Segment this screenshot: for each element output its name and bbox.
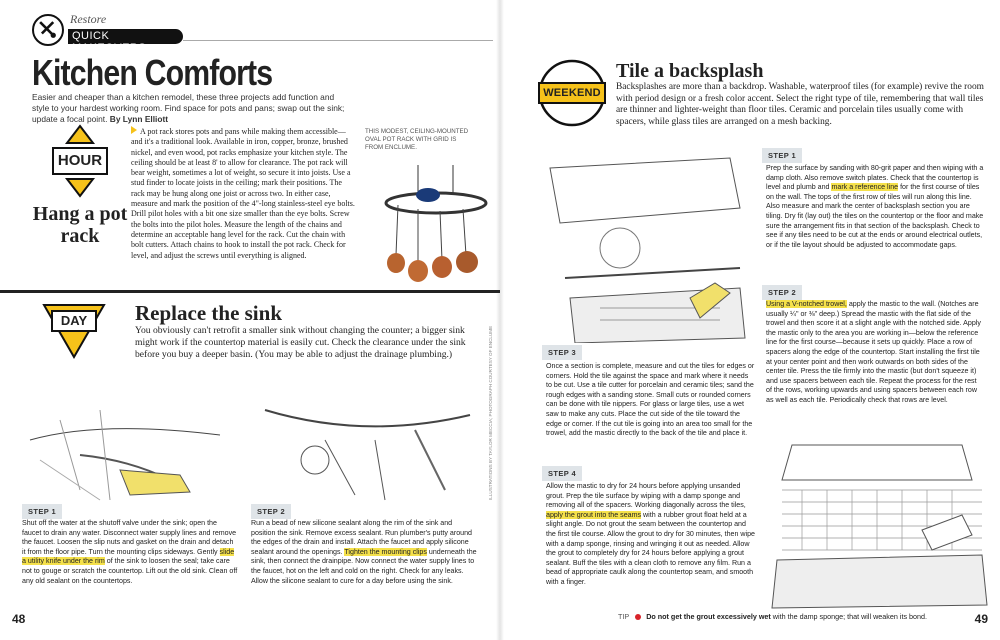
tip-label: TIP [618, 612, 630, 621]
step4-label: STEP 4 [542, 466, 582, 481]
sink-illustration-2 [245, 400, 480, 508]
step2-body [251, 519, 477, 586]
tip-bar [618, 612, 927, 621]
tools-logo-icon [32, 14, 64, 46]
step1-label: STEP 1 [762, 148, 802, 163]
day-badge-label: DAY [60, 313, 88, 328]
backsplash-intro: Backsplashes are more than a backdrop. Washable, waterproof tiles (for example) revive the room with period design or a fresh color accent. Select the right type of tile, remembering that wall tiles are thinner and lighter-weight than floor tiles. Ceramic and porcelain tiles usually come with spacers, while glass tiles are arranged on a mesh backing. [616, 82, 984, 127]
right-page [500, 0, 1000, 640]
page-number-right: 49 [974, 612, 988, 626]
category-bar [68, 29, 183, 54]
step1-highlight: slide a utility knife under the rim [22, 547, 235, 566]
backsplash-illustration-2 [762, 440, 994, 610]
sink-illustration-1 [20, 400, 240, 508]
photo-credit: ILLUSTRATIONS BY TAYLOR MECCIA; PHOTOGRAPH COURTESY OF ENCLUME [488, 325, 493, 500]
step4-text-after: with a rubber grout float held at a slight angle. Do not grout the seam between the countertop and the first tile course. Allow the grout to dry for 30 minutes, then wipe with a damp sponge, rinsing and wringing it out as needed. Allow the grout to completely dry for 24 hours before applying a grout sealant. Buff the tiles with a clean cloth to remove any film. Run a bead of appropriate caulk along the countertop seam, and smooth with a finger. [546, 510, 755, 586]
step2-highlight: Using a V-notched trowel, [766, 300, 847, 308]
day-body: You obviously can't retrofit a smaller sink without changing the counter; a bigger sink might work if the countertop material is easily cut. Check the clearance under the sink before you buy a deeper basin. (You may be able to adjust the drainage plumbing.) [135, 325, 466, 360]
step1-text: Prep the surface by sanding with 80-grit paper and then wiping with a damp cloth. Also remove switch plates. Check that the countertop is level and plumb and [766, 164, 984, 192]
pot-rack-caption: THIS MODEST, CEILING-MOUNTED OVAL POT RACK WITH GRID IS FROM ENCLUME. [365, 128, 469, 151]
step2-text-after: underneath the sink, then connect the drainpipe. Now connect the water supply lines to the faucet, hot on the left and cold on the right. Check for any leaks. Allow the silicone sealant to cure for a day before using the sink. [251, 547, 477, 585]
step3-label: STEP 3 [542, 345, 582, 360]
step3-body: Once a section is complete, measure and cut the tiles for edges or corners. Hold the tile against the space and mark where it needs to be cut. Use a tile cutter for porcelain and ceramic tiles; sand the rough edges with a sanding stone. Small cuts or rounded corners can be done with tile nippers. For glass or large tiles, use a wet saw to make any cuts. Place the cut side of the tile toward the edge or corner. If the cut tile is going into an area too small for the trowel, add the mastic directly to the back of the tile and place it. [546, 362, 755, 438]
page-number-left: 48 [12, 612, 26, 626]
hour-badge-label: HOUR [57, 152, 103, 169]
weekend-badge-label: WEEKEND [543, 87, 601, 99]
step2-text-after: apply the mastic to the wall. (Notches are usually ¼" or ⅜" deep.) Spread the mastic with the flat side of the trowel and then score it at a slight angle with the notched side. Apply the mastic only to the area you are working in—below the reference line for the first course—because it sets up quickly. Place a row of spacers along the edge of the countertop. Start installing the first tile at your center point and then work outwards on both sides of the center tile. Press the tile firmly into the mastic (but don't squeeze it) and use spacers between each tile. Repeat the process for the rest of the rows, working upwards and using spacers between each row as well as each tile. Periodically check that rows are level. [766, 300, 981, 404]
step2-body [766, 300, 984, 406]
weekend-badge [537, 58, 607, 128]
section-label: Restore [70, 12, 107, 26]
step2-highlight: Tighten the mounting clips [344, 547, 427, 556]
step2-label: STEP 2 [251, 504, 291, 519]
step1-body [22, 519, 238, 586]
step4-highlight: apply the grout into the seams [546, 510, 642, 519]
article-title: Kitchen Comforts [32, 52, 273, 93]
step1-text-after: for the first course of tiles on the wall. The tops of the first row of tiles will run along this line. Also measure and mark the center of backsplash section you are tiling. Dry fit (lay out) the tiles on the countertop or the floor and make sure the arrangement fits in that section of the backsplash. Check to see if any tiles need to be cut at the ends or around electrical outlets, or if the tile layout should be adjusted to accommodate gaps. [766, 183, 984, 249]
hour-body [131, 126, 357, 261]
tip-rest: with the damp sponge; that will weaken its bond. [770, 612, 928, 621]
step1-label: STEP 1 [22, 504, 62, 519]
byline: By Lynn Elliott [109, 113, 169, 124]
bullet-triangle-icon [131, 126, 137, 134]
step1-text: Shut off the water at the shutoff valve under the sink; open the faucet to drain any water. Disconnect water supply lines and remove the faucet. Loosen the slip nuts and gasket on the drain and detach it from the floor pipe. Turn the mounting clips sideways. Gently [22, 519, 237, 556]
day-badge [42, 303, 106, 359]
step4-body [546, 482, 756, 588]
article-deck [32, 92, 350, 124]
category-label: QUICK MAKEOVERS [72, 30, 147, 54]
step2-text: Run a bead of new silicone sealant along the rim of the sink and position the sink. Remove excess sealant. Run plumber's putty around the edges of the drain and install. Attach the faucet and apply silicone sealant around the openings. [251, 519, 472, 556]
hour-badge [40, 123, 120, 198]
step1-text-after: of the sink to loosen the seal; take care not to gouge or scratch the countertop. Lift out the old sink. Clean off any old sealant on the countertops. [22, 557, 238, 585]
step1-body [766, 164, 984, 250]
section-rule [0, 290, 500, 293]
backsplash-illustration-1 [540, 148, 752, 343]
backsplash-title: Tile a backsplash [616, 60, 764, 82]
tip-bold: Do not get the grout excessively wet [646, 612, 771, 621]
day-title: Replace the sink [135, 301, 282, 325]
hour-body-text: A pot rack stores pots and pans while making them accessible—and it's a traditional look. Available in iron, copper, bronze, brushed nickel, and even wood, pot racks emphasize your kitchen style. The ceiling should be at least 8' to allow for clearance. The pot rack will bear weight, sometimes a lot of weight, so secure it into joists. Use a stud finder to locate joists in the ceiling; mark their positions. The rack may be hung along one joist or across two. In either case, measure and mark the position of the 4"-long stainless-steel eye bolts. Drill pilot holes with a bit one size smaller than the eye bolts. Screw the bolts into the pilot holes. Measure the length of the chains and determine an acceptable hang level for the rack. Cut the chain with bolt cutters. Attach chains to hook to install the pot rack. Check for level, and adjust the screws until everything is aligned. [131, 127, 355, 260]
step2-label: STEP 2 [762, 285, 802, 300]
deck-text: Easier and cheaper than a kitchen remodel, these three projects add function and style to your hardest working room. Find space for pots and pans; swap out the sink; update a focal point. [32, 92, 345, 124]
tip-dot-icon [635, 614, 641, 620]
hour-title: Hang a pot rack [32, 203, 128, 247]
header-rule [183, 40, 493, 41]
step1-highlight: mark a reference line [831, 183, 899, 192]
step4-text: Allow the mastic to dry for 24 hours before applying unsanded grout. Prep the tile surface by wiping with a damp sponge and removing all of the spacers. Working diagonally across the tiles, [546, 482, 746, 510]
pot-rack-photo [378, 165, 493, 283]
